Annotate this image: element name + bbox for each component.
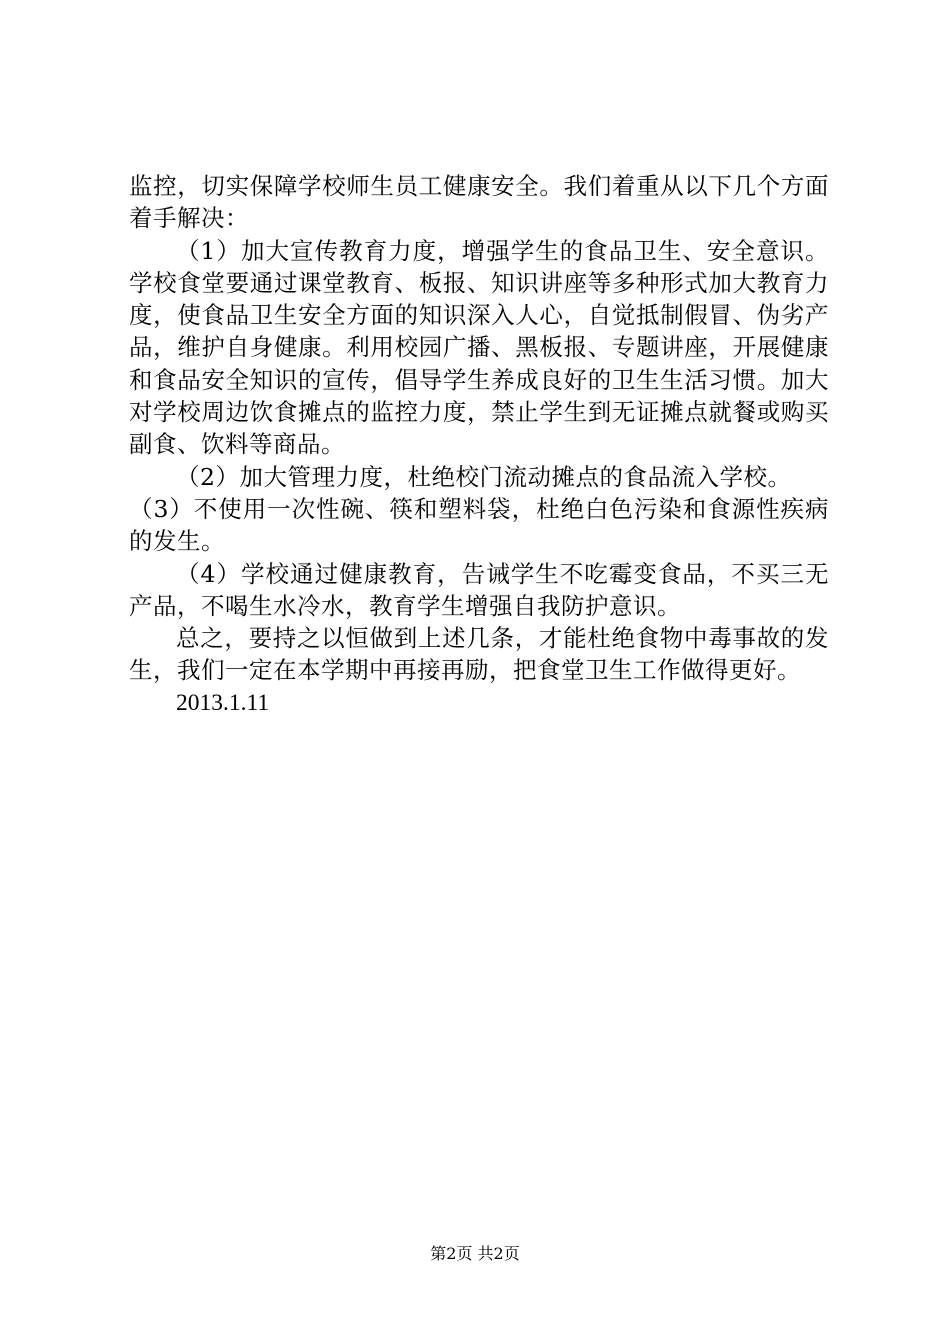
page-number-footer: 第2页 共2页 [430, 1244, 520, 1263]
paragraph-item-3: （3）不使用一次性碗、筷和塑料袋，杜绝白色污染和食源性疾病的发生。 [129, 494, 829, 556]
document-date: 2013.1.11 [176, 689, 270, 716]
paragraph-conclusion: 总之，要持之以恒做到上述几条，才能杜绝食物中毒事故的发生，我们一定在本学期中再接再励，把食堂卫生工作做得更好。 [129, 624, 829, 685]
paragraph-item-1: （1）加大宣传教育力度，增强学生的食品卫生、安全意识。学校食堂要通过课堂教育、板报、知识讲座等多种形式加大教育力度，使食品卫生安全方面的知识深入人心，自觉抵制假冒、伪劣产品，维护自身健康。利用校园广播、黑板报、专题讲座，开展健康和食品安全知识的宣传，倡导学生养成良好的卫生生活习惯。加大对学校周边饮食摊点的监控力度，禁止学生到无证摊点就餐或购买副食、饮料等商品。 [129, 236, 829, 459]
paragraph-item-4: （4）学校通过健康教育，告诫学生不吃霉变食品，不买三无产品，不喝生水冷水，教育学生增强自我防护意识。 [129, 559, 829, 620]
document-body [129, 170, 829, 719]
paragraph-item-2: （2）加大管理力度，杜绝校门流动摊点的食品流入学校。 [176, 462, 792, 491]
paragraph-intro: 监控，切实保障学校师生员工健康安全。我们着重从以下几个方面着手解决： [129, 172, 829, 233]
